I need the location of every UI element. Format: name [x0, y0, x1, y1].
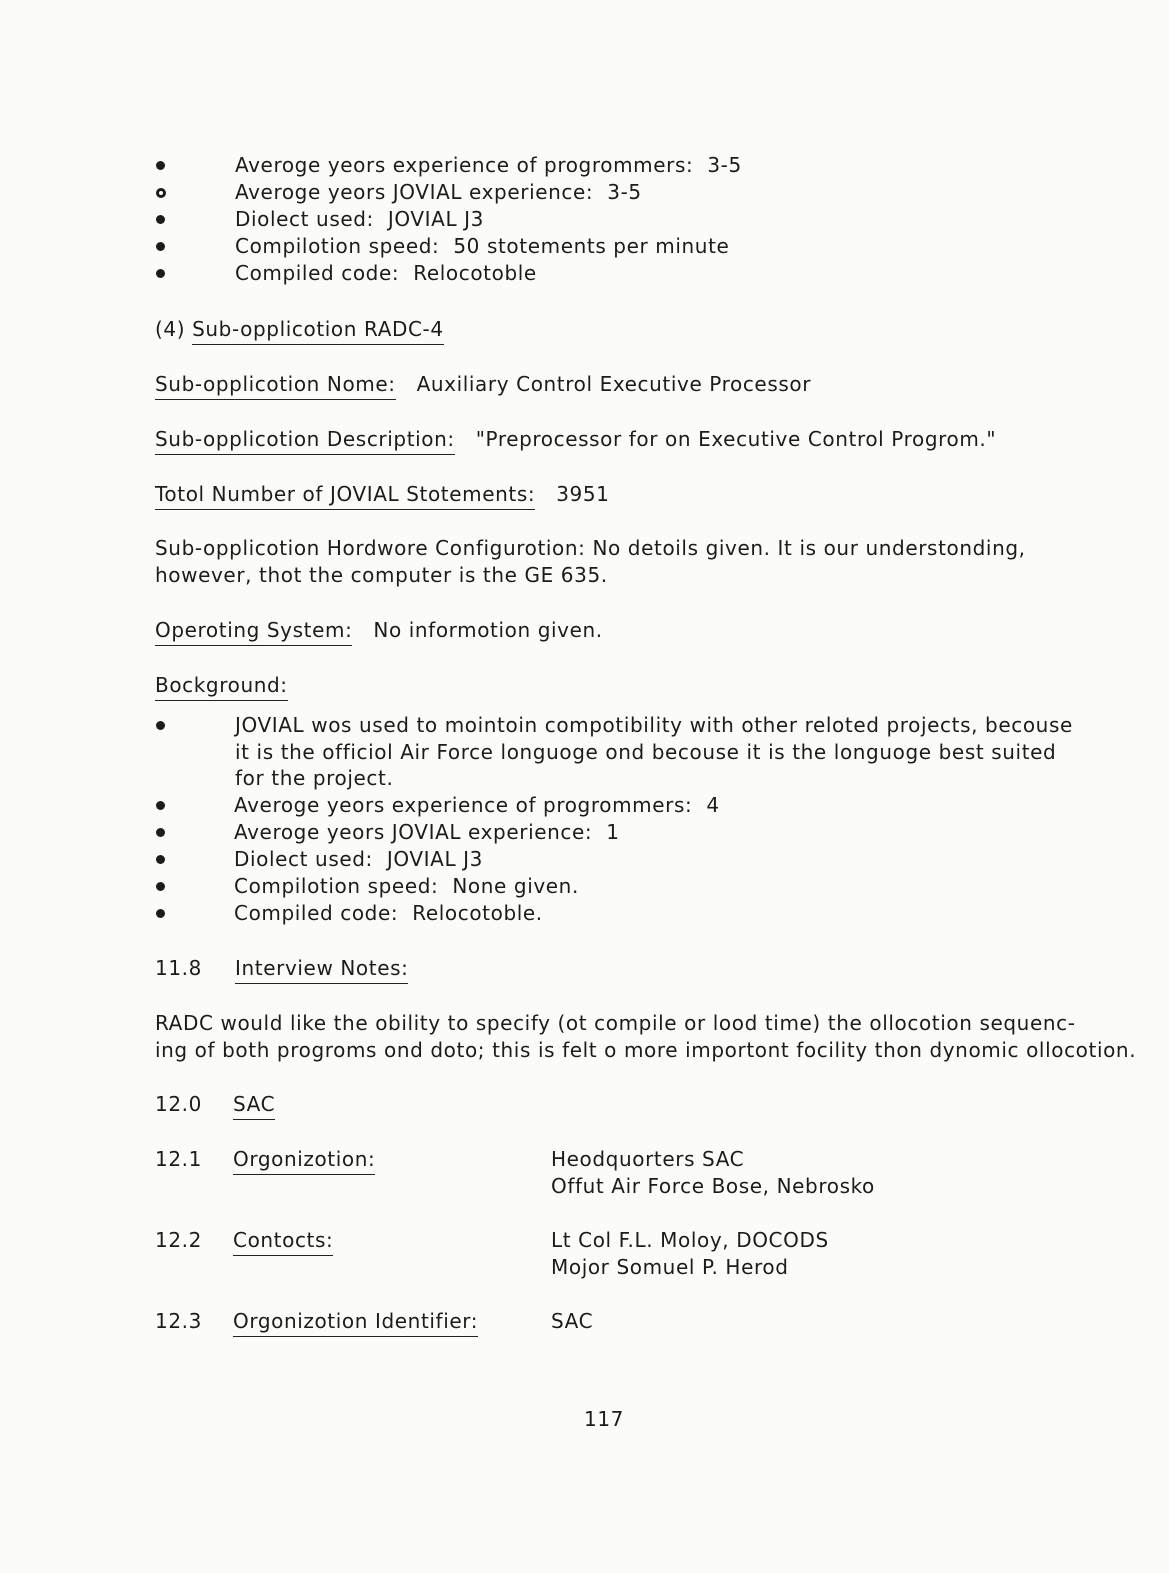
- bullet-icon: [156, 828, 165, 837]
- subapp-heading: Sub-opplicotion RADC-4: [192, 317, 444, 345]
- subapp-desc-value: "Preprocessor for on Executive Control Progrom.": [475, 427, 997, 451]
- item-value: JOVIAL J3: [387, 207, 484, 231]
- contacts-value: Lt Col F.L. Moloy, DOCODS: [551, 1228, 829, 1252]
- item-label: Compilotion speed:: [234, 874, 439, 898]
- list-item-line: it is the officiol Air Force longuoge ond becouse it is the longuoge best suited: [235, 740, 1057, 764]
- bullet-icon: [156, 721, 165, 730]
- item-value: 3-5: [707, 153, 742, 177]
- organization-identifier-label: [233, 1308, 478, 1334]
- list-item: [234, 873, 579, 899]
- item-value: JOVIAL J3: [386, 847, 483, 871]
- list-item: [235, 260, 537, 286]
- bullet-icon: [156, 242, 165, 251]
- bullet-icon: [156, 269, 165, 278]
- subapp-desc-row: [155, 426, 996, 452]
- subapp-name-value: Auxiliary Control Executive Processor: [416, 372, 812, 396]
- organization-value: Heodquorters SAC: [551, 1147, 745, 1171]
- item-label: Diolect used:: [234, 847, 373, 871]
- subapp-hardware-line: Sub-opplicotion Hordwore Configurotion: No detoils given. It is our understonding,: [155, 536, 1026, 560]
- contacts-label-text: Contocts:: [233, 1228, 333, 1256]
- section-number: 12.2: [155, 1228, 202, 1252]
- subapp-heading-row: [155, 316, 444, 342]
- item-label: Compiled code:: [235, 261, 400, 285]
- background-label: Bockground:: [155, 673, 288, 701]
- sac-heading-text: SAC: [233, 1092, 275, 1120]
- item-value: 3-5: [607, 180, 642, 204]
- interview-paragraph-line: ing of both progroms ond doto; this is felt o more importont focility thon dynomic ollocotion.: [155, 1038, 1137, 1062]
- subapp-os-value: No informotion given.: [373, 618, 603, 642]
- list-item: [235, 206, 484, 232]
- item-value: 4: [706, 793, 720, 817]
- organization-identifier-label-text: Orgonizotion Identifier:: [233, 1309, 478, 1337]
- bullet-icon: [156, 801, 165, 810]
- subapp-total-row: [155, 481, 610, 507]
- page-number: 117: [584, 1407, 624, 1431]
- list-item: [235, 233, 729, 259]
- bullet-icon: [156, 855, 165, 864]
- item-label: Averoge yeors JOVIAL experience:: [235, 180, 594, 204]
- bullet-icon: [156, 909, 165, 918]
- list-item: [234, 846, 483, 872]
- list-item-line: for the project.: [235, 766, 394, 790]
- item-label: Averoge yeors experience of progrommers:: [234, 793, 693, 817]
- item-value: 50 stotements per minute: [453, 234, 730, 258]
- section-number: 12.3: [155, 1309, 202, 1333]
- item-value: Relocotoble: [413, 261, 537, 285]
- organization-value: Offut Air Force Bose, Nebrosko: [551, 1174, 875, 1198]
- list-item: [235, 179, 642, 205]
- list-item: [235, 152, 742, 178]
- bullet-icon: [156, 161, 165, 170]
- subapp-total-label: Totol Number of JOVIAL Stotements:: [155, 482, 535, 510]
- item-value: Relocotoble.: [412, 901, 543, 925]
- subapp-name-label: Sub-opplicotion Nome:: [155, 372, 396, 400]
- contacts-label: [233, 1227, 333, 1253]
- list-item-line: JOVIAL wos used to mointoin compotibility with other reloted projects, becouse: [235, 713, 1073, 737]
- bullet-icon: [156, 882, 165, 891]
- section-number: 11.8: [155, 956, 202, 980]
- contacts-value: Mojor Somuel P. Herod: [551, 1255, 789, 1279]
- interview-heading-text: Interview Notes:: [235, 956, 408, 984]
- section-number: 12.1: [155, 1147, 202, 1171]
- subapp-os-row: [155, 617, 603, 643]
- interview-paragraph-line: RADC would like the obility to specify (ot compile or lood time) the ollocotion sequenc-: [155, 1011, 1076, 1035]
- section-number: 12.0: [155, 1092, 202, 1116]
- background-heading: [155, 672, 288, 698]
- list-item: [234, 900, 543, 926]
- item-value: 1: [606, 820, 620, 844]
- subapp-hardware-line: however, thot the computer is the GE 635.: [155, 563, 608, 587]
- bullet-icon: [156, 215, 165, 224]
- item-label: Diolect used:: [235, 207, 374, 231]
- subapp-number: (4): [155, 317, 186, 341]
- organization-label: [233, 1146, 375, 1172]
- item-label: Averoge yeors JOVIAL experience:: [234, 820, 593, 844]
- list-item: [234, 792, 720, 818]
- bullet-icon: [156, 188, 166, 198]
- subapp-desc-label: Sub-opplicotion Description:: [155, 427, 455, 455]
- subapp-name-row: [155, 371, 811, 397]
- item-label: Compiled code:: [234, 901, 399, 925]
- subapp-os-label: Operoting System:: [155, 618, 352, 646]
- subapp-total-value: 3951: [556, 482, 610, 506]
- item-label: Averoge yeors experience of progrommers:: [235, 153, 694, 177]
- item-value: None given.: [452, 874, 579, 898]
- interview-heading: [235, 955, 408, 981]
- sac-heading: [233, 1091, 275, 1117]
- list-item: [234, 819, 620, 845]
- item-label: Compilotion speed:: [235, 234, 440, 258]
- organization-label-text: Orgonizotion:: [233, 1147, 375, 1175]
- organization-identifier-value: SAC: [551, 1309, 594, 1333]
